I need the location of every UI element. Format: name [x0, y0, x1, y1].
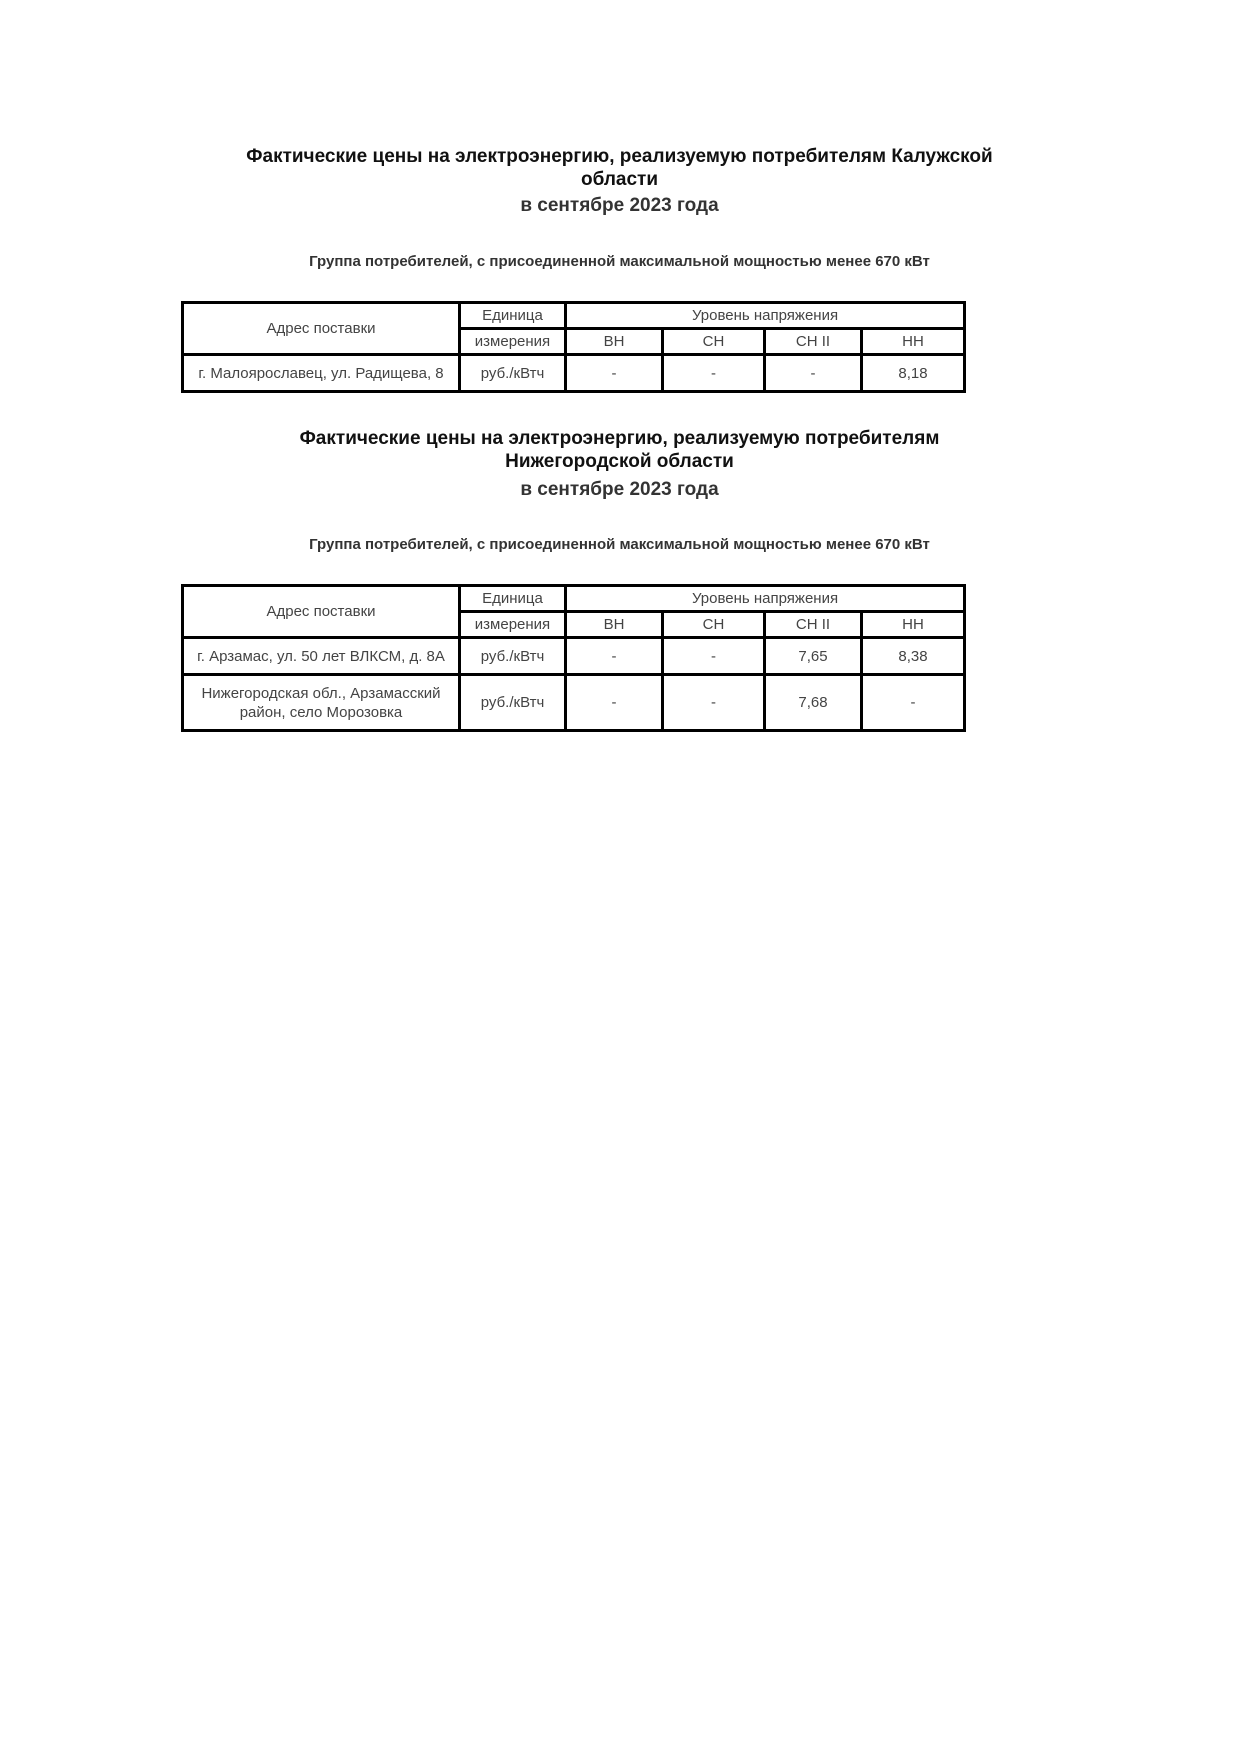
header-address: Адрес поставки	[183, 586, 460, 638]
cell-value-nn: -	[862, 675, 965, 731]
cell-value-sn2: 7,65	[765, 638, 862, 675]
section-kaluga	[0, 145, 1239, 191]
header-level-sn: СН	[663, 329, 765, 355]
cell-value-nn: 8,38	[862, 638, 965, 675]
cell-address: г. Арзамас, ул. 50 лет ВЛКСМ, д. 8А	[183, 638, 460, 675]
title-line: области	[580, 169, 659, 190]
header-level-vn: ВН	[566, 612, 663, 638]
cell-value-vn: -	[566, 355, 663, 392]
cell-address: Нижегородская обл., Арзамасский район, село Морозовка	[183, 675, 460, 731]
header-unit-top: Единица	[460, 303, 566, 329]
section-month: в сентябре 2023 года	[520, 479, 719, 500]
header-level-vn: ВН	[566, 329, 663, 355]
cell-value-sn2: -	[765, 355, 862, 392]
title-line: Нижегородской области	[505, 451, 734, 472]
cell-unit: руб./кВтч	[460, 638, 566, 675]
header-unit-bottom: измерения	[460, 612, 566, 638]
header-unit-bottom: измерения	[460, 329, 566, 355]
cell-value-sn2: 7,68	[765, 675, 862, 731]
header-level-sn2: СН II	[765, 329, 862, 355]
header-level-sn: СН	[663, 612, 765, 638]
cell-unit: руб./кВтч	[460, 355, 566, 392]
section-title	[0, 145, 1239, 191]
table-row	[183, 638, 965, 675]
header-address: Адрес поставки	[183, 303, 460, 355]
cell-unit: руб./кВтч	[460, 675, 566, 731]
consumer-group: Группа потребителей, с присоединенной максимальной мощностью менее 670 кВт	[309, 253, 930, 270]
header-level-nn: НН	[862, 329, 965, 355]
cell-value-nn: 8,18	[862, 355, 965, 392]
header-voltage: Уровень напряжения	[566, 303, 965, 329]
table-row	[183, 355, 965, 392]
price-table	[181, 584, 966, 732]
cell-value-sn: -	[663, 638, 765, 675]
section-title	[0, 427, 1239, 473]
table-row	[183, 675, 965, 731]
header-unit-top: Единица	[460, 586, 566, 612]
cell-value-sn: -	[663, 675, 765, 731]
header-voltage: Уровень напряжения	[566, 586, 965, 612]
header-level-nn: НН	[862, 612, 965, 638]
cell-address: г. Малоярославец, ул. Радищева, 8	[183, 355, 460, 392]
cell-value-sn: -	[663, 355, 765, 392]
section-month: в сентябре 2023 года	[520, 195, 719, 216]
header-level-sn2: СН II	[765, 612, 862, 638]
cell-value-vn: -	[566, 675, 663, 731]
title-line: Фактические цены на электроэнергию, реализуемую потребителям Калужской	[246, 146, 993, 167]
cell-value-vn: -	[566, 638, 663, 675]
consumer-group: Группа потребителей, с присоединенной максимальной мощностью менее 670 кВт	[309, 536, 930, 553]
title-line: Фактические цены на электроэнергию, реализуемую потребителям	[299, 428, 940, 449]
section-nizhny	[0, 427, 1239, 473]
price-table	[181, 301, 966, 393]
